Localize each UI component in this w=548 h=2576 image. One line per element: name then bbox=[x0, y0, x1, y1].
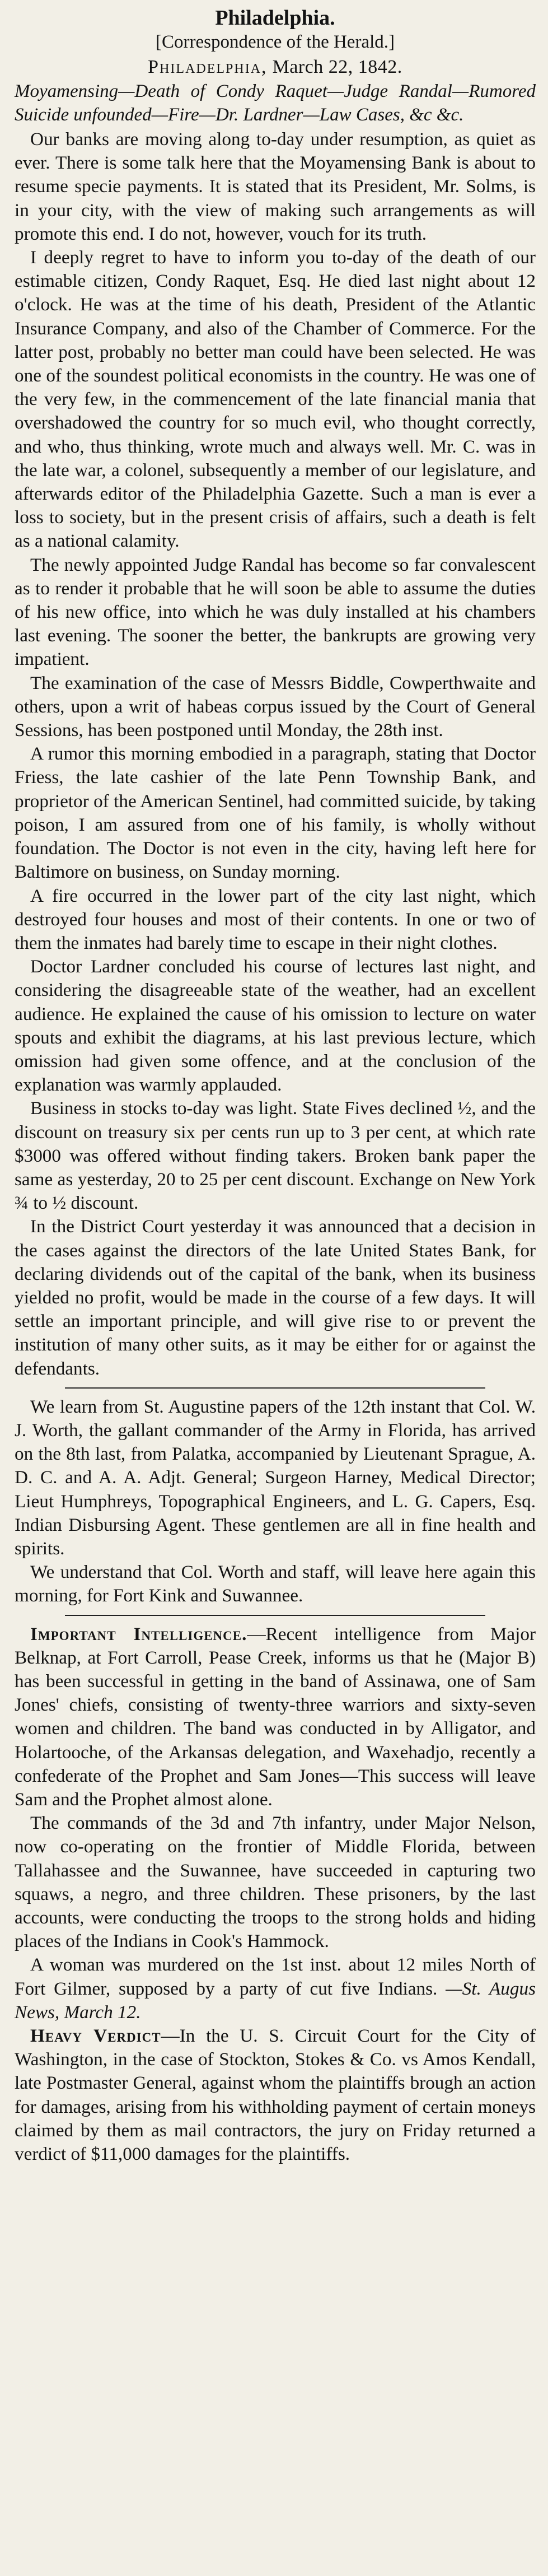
article-paragraph-raquet: I deeply regret to have to inform you to-day of the death of our estimable citizen, Condy Raquet, Esq. He died last night about 12 o'clock. He was at the time of his death, President of the Atlantic Insurance Company, and also of the Chamber of Commerce. For the latter post, probably no better man could have been selected. He was one of the soundest political economists in the country. He was one of the very few, in the commencement of the late financial mania that overshadowed the country for so much evil, who thought correctly, and who, thus thinking, wrote much and always well. Mr. C. was in the late war, a colonel, subsequently a member of our legislature, and afterwards editor of the Philadelphia Gazette. Such a man is ever a loss to society, but in the present crisis of affairs, such a death is felt as a national calamity. bbox=[15, 247, 536, 552]
masthead: Philadelphia. bbox=[215, 6, 335, 30]
verdict-text: —In the U. S. Circuit Court for the City of Washington, in the case of Stockton, Stokes & Co. vs Amos Kendall, late Postmaster General, against whom the plaintiffs brough an action for damages, arising from his withholding payment of certain moneys claimed by them as mail contractors, the jury on Friday returned a verdict of $11,000 damages for the plaintiffs. bbox=[15, 2025, 536, 2165]
intel-paragraph-belknap bbox=[15, 1623, 536, 1812]
murder-text: A woman was murdered on the 1st inst. about 12 miles North of Fort Gilmer, supposed by a party of cut five Indians. bbox=[15, 1954, 536, 1999]
article-paragraph-biddle: The examination of the case of Messrs Biddle, Cowperthwaite and others, upon a writ of habeas corpus issued by the Court of General Sessions, has been postponed until Monday, the 28th inst. bbox=[15, 672, 536, 741]
verdict-paragraph bbox=[15, 2024, 536, 2166]
article-paragraph-stocks: Business in stocks to-day was light. State Fives declined ½, and the discount on treasury six per cents run up to 3 per cent, at which rate $3000 was offered without finding takers. Broken bank paper the same as yesterday, 20 to 25 per cent discount. Exchange on New York ¾ to ½ discount. bbox=[15, 1098, 536, 1214]
intel-paragraph-murder bbox=[15, 1953, 536, 2024]
article-summary: Moyamensing—Death of Condy Raquet—Judge Randal—Rumored Suicide unfounded—Fire—Dr. Lardner—Law Cases, &c &c. bbox=[15, 81, 536, 125]
intel-heading: Important Intelligence. bbox=[30, 1623, 247, 1645]
dateline bbox=[15, 55, 536, 80]
article-paragraph-randal: The newly appointed Judge Randal has become so far convalescent as to render it probable that he will soon be able to assume the duties of his new office, into which he was duly installed at his chambers last evening. The sooner the better, the bankrupts are growing very impatient. bbox=[15, 554, 536, 670]
dateline-place: Philadelphia, bbox=[148, 57, 268, 77]
correspondence-line: [Correspondence of the Herald.] bbox=[156, 32, 395, 52]
intel-paragraph-nelson: The commands of the 3d and 7th infantry, under Major Nelson, now co-operating on the frontier of Middle Florida, between Tallahassee and the Suwannee, have succeeded in capturing two squaws, a negro, and three children. These prisoners, by the last accounts, were conducting the troops to the strong holds and hiding places of the Indians in Cook's Hammock. bbox=[15, 1813, 536, 1952]
florida-paragraph-worth: We learn from St. Augustine papers of the 12th instant that Col. W. J. Worth, the gallant commander of the Army in Florida, has arrived on the 8th last, from Palatka, accompanied by Lieutenant Sprague, A. D. C. and A. A. Adjt. General; Surgeon Harney, Medical Director; Lieut Humphreys, Topographical Engineers, and L. G. Capers, Esq. Indian Disbursing Agent. These gentlemen are all in fine health and spirits. bbox=[15, 1396, 536, 1559]
section-divider bbox=[65, 1387, 485, 1389]
article-paragraph-banks: Our banks are moving along to-day under resumption, as quiet as ever. There is some talk here that the Moyamensing Bank is about to resume specie payments. It is stated that its President, Mr. Solms, is in your city, with the view of making such arrangements as will promote this end. I do not, however, vouch for its truth. bbox=[15, 129, 536, 244]
section-divider bbox=[65, 1615, 485, 1616]
verdict-heading: Heavy Verdict bbox=[30, 2025, 161, 2047]
dateline-date: March 22, 1842. bbox=[272, 57, 402, 77]
article-paragraph-rumor: A rumor this morning embodied in a paragraph, stating that Doctor Friess, the late cashier of the late Penn Township Bank, and proprietor of the American Sentinel, had committed suicide, by taking poison, I am assured from one of his family, is wholly without foundation. The Doctor is not even in the city, having left here for Baltimore on business, on Sunday morning. bbox=[15, 743, 536, 883]
source-credit: —St. Augus News, March 12. bbox=[15, 1978, 536, 2023]
article-paragraph-lardner: Doctor Lardner concluded his course of lectures last night, and considering the disagreeable state of the weather, had an excellent audience. He explained the cause of his omission to lecture on water spouts and exhibit the diagrams, at his last previous lecture, which omission had given some offence, and at the conclusion of the explanation was warmly applauded. bbox=[15, 956, 536, 1096]
article-paragraph-court: In the District Court yesterday it was announced that a decision in the cases against the directors of the late United States Bank, for declaring dividends out of the capital of the bank, when its business yielded no profit, would be made in the course of a few days. It will settle an important principle, and will give rise to or prevent the institution of many other suits, as it may be either for or against the defendants. bbox=[15, 1216, 536, 1379]
florida-paragraph-staff: We understand that Col. Worth and staff, will leave here again this morning, for Fort Kink and Suwannee. bbox=[15, 1562, 536, 1606]
intel-text: —Recent intelligence from Major Belknap, at Fort Carroll, Pease Creek, informs us that he (Major B) has been successful in getting in the band of Assinawa, one of Sam Jones' chiefs, consisting of twenty-three warriors and sixty-seven women and children. The band was conducted in by Alligator, and Holartooche, of the Arkansas delegation, and Waxehadjo, recently a confederate of the Prophet and Sam Jones—This success will leave Sam and the Prophet almost alone. bbox=[15, 1623, 536, 1810]
article-paragraph-fire: A fire occurred in the lower part of the city last night, which destroyed four houses and most of their contents. In one or two of them the inmates had barely time to escape in their night clothes. bbox=[15, 885, 536, 953]
